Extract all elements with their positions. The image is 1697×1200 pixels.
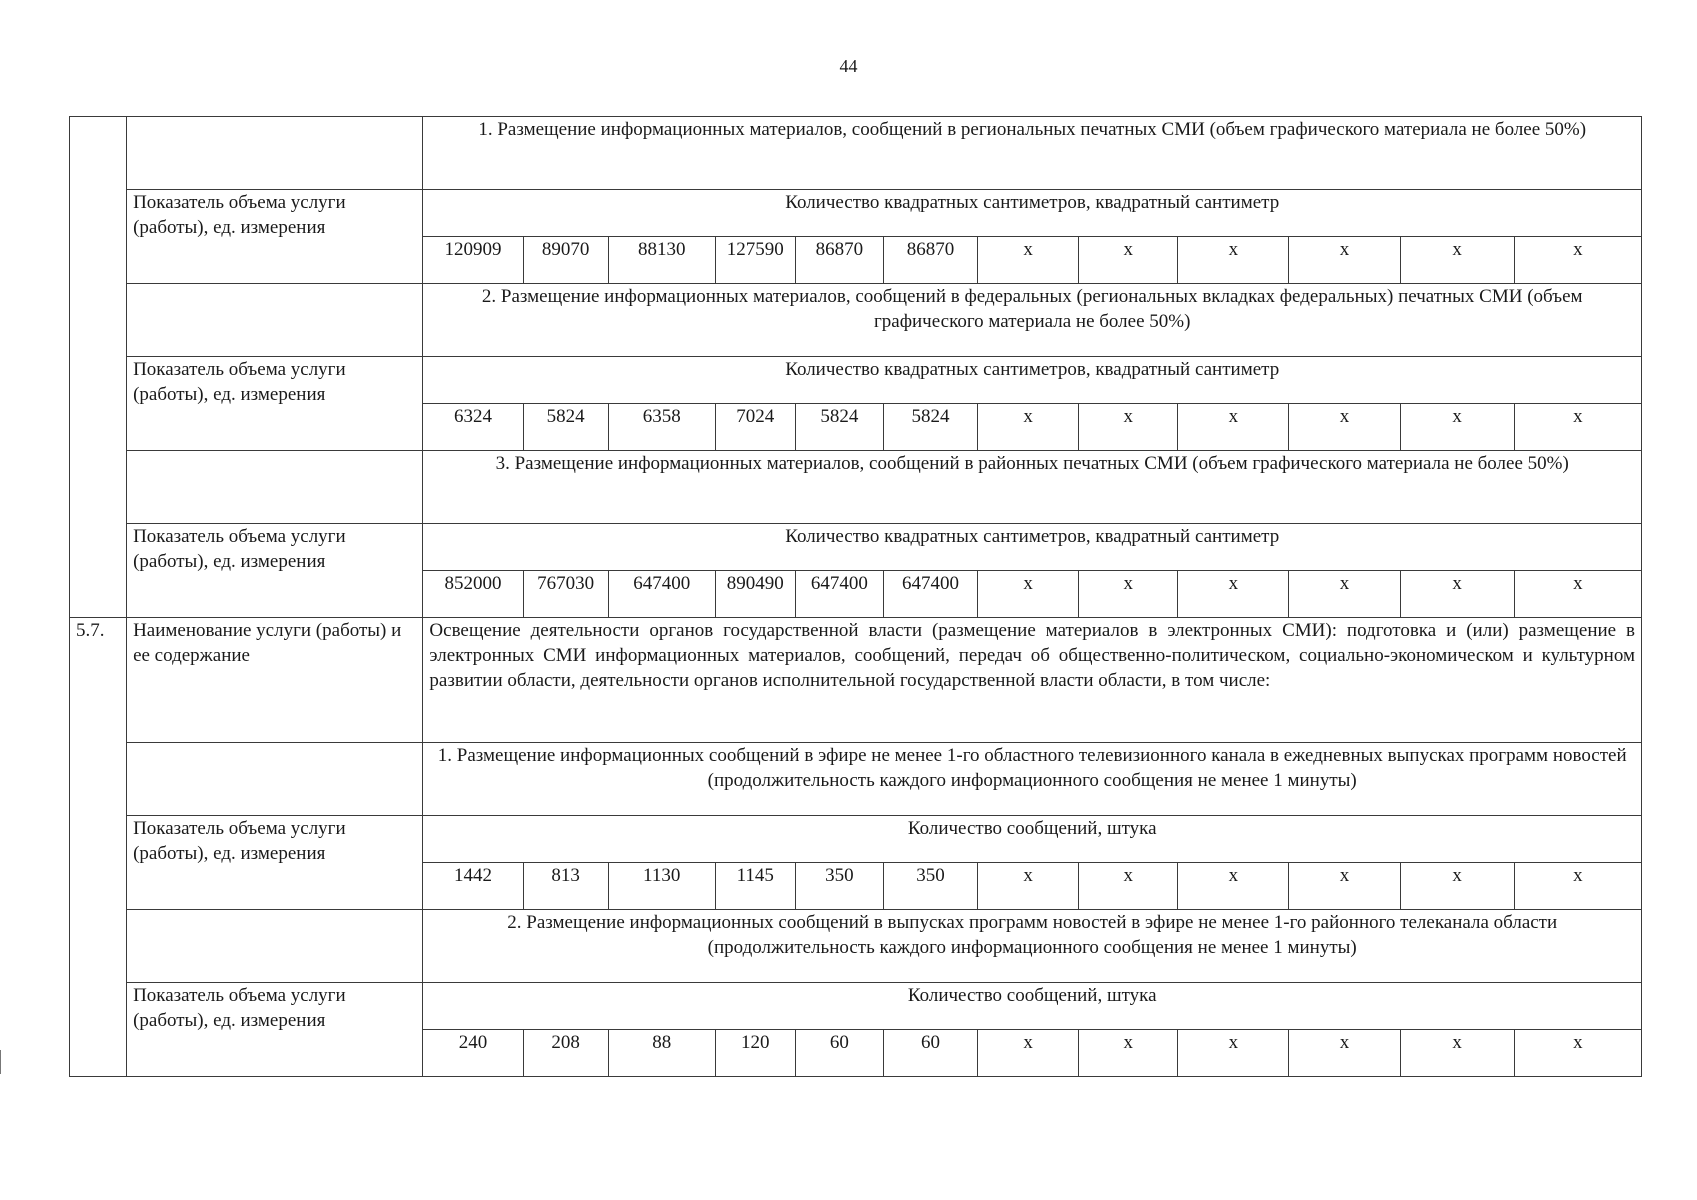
section-number-cell (70, 117, 127, 618)
value-cell: x (1289, 237, 1400, 284)
service-item-title: 1. Размещение информационных сообщений в эфире не менее 1-го областного телевизионного канала в ежедневных выпусках программ новостей (продолжительность каждого информационного сообщения не менее 1 минуты) (423, 743, 1642, 816)
value-cell: x (978, 863, 1079, 910)
value-cell: 86870 (795, 237, 883, 284)
table-row (70, 451, 1642, 524)
service-description: Освещение деятельности органов государственной власти (размещение материалов в электронных СМИ): подготовка и (или) размещение в электронных СМИ информационных материалов, сообщений, передач об общественно-политическом, социально-экономическом и культурном развитии области, деятельности органов исполнительной государственной власти области, в том числе: (423, 618, 1642, 743)
value-cell: 813 (523, 863, 608, 910)
table-row (70, 910, 1642, 983)
value-cell: x (1079, 404, 1178, 451)
table-row (70, 284, 1642, 357)
value-cell: 6358 (608, 404, 715, 451)
empty-label-cell (127, 284, 423, 357)
indicator-label: Показатель объема услуги (работы), ед. измерения (127, 524, 423, 618)
value-cell: 1130 (608, 863, 715, 910)
value-cell: x (1400, 571, 1514, 618)
value-cell: 60 (795, 1030, 883, 1077)
value-cell: x (1514, 863, 1641, 910)
unit-of-measure: Количество сообщений, штука (423, 816, 1642, 863)
value-cell: x (1289, 404, 1400, 451)
value-cell: x (1289, 863, 1400, 910)
page-number: 44 (839, 56, 858, 76)
value-cell: x (1514, 237, 1641, 284)
value-cell: x (1178, 404, 1289, 451)
value-cell: 127590 (715, 237, 795, 284)
table-row (70, 743, 1642, 816)
value-cell: 60 (883, 1030, 977, 1077)
value-cell: 350 (883, 863, 977, 910)
value-cell: x (1289, 1030, 1400, 1077)
value-cell: x (1079, 863, 1178, 910)
value-cell: x (978, 237, 1079, 284)
value-cell: x (978, 404, 1079, 451)
value-cell: 120 (715, 1030, 795, 1077)
unit-of-measure: Количество сообщений, штука (423, 983, 1642, 1030)
value-cell: 1145 (715, 863, 795, 910)
value-cell: x (1178, 571, 1289, 618)
indicator-label: Показатель объема услуги (работы), ед. измерения (127, 983, 423, 1077)
value-cell: x (1289, 571, 1400, 618)
empty-label-cell (127, 451, 423, 524)
unit-of-measure: Количество квадратных сантиметров, квадратный сантиметр (423, 357, 1642, 404)
value-cell: x (1514, 571, 1641, 618)
table-row (70, 357, 1642, 404)
value-cell: 88 (608, 1030, 715, 1077)
value-cell: 647400 (795, 571, 883, 618)
value-cell: x (1178, 1030, 1289, 1077)
value-cell: x (1079, 1030, 1178, 1077)
value-cell: 208 (523, 1030, 608, 1077)
service-item-title: 2. Размещение информационных материалов, сообщений в федеральных (региональных вкладках федеральных) печатных СМИ (объем графического материала не более 50%) (423, 284, 1642, 357)
indicator-label: Показатель объема услуги (работы), ед. измерения (127, 190, 423, 284)
table-row (70, 816, 1642, 863)
service-name-label: Наименование услуги (работы) и ее содержание (127, 618, 423, 743)
value-cell: 5824 (883, 404, 977, 451)
value-cell: x (1400, 1030, 1514, 1077)
value-cell: 890490 (715, 571, 795, 618)
value-cell: 5824 (523, 404, 608, 451)
value-cell: 7024 (715, 404, 795, 451)
value-cell: x (1178, 237, 1289, 284)
value-cell: 5824 (795, 404, 883, 451)
unit-of-measure: Количество квадратных сантиметров, квадратный сантиметр (423, 524, 1642, 571)
unit-of-measure: Количество квадратных сантиметров, квадратный сантиметр (423, 190, 1642, 237)
value-cell: 120909 (423, 237, 523, 284)
service-item-title: 2. Размещение информационных сообщений в выпусках программ новостей в эфире не менее 1-го районного телеканала области (продолжительность каждого информационного сообщения не менее 1 минуты) (423, 910, 1642, 983)
value-cell: x (1079, 571, 1178, 618)
value-cell: 240 (423, 1030, 523, 1077)
value-cell: x (1400, 237, 1514, 284)
empty-label-cell (127, 743, 423, 816)
value-cell: 350 (795, 863, 883, 910)
value-cell: x (1400, 404, 1514, 451)
services-table (69, 116, 1642, 1077)
indicator-label: Показатель объема услуги (работы), ед. измерения (127, 816, 423, 910)
value-cell: 1442 (423, 863, 523, 910)
empty-label-cell (127, 117, 423, 190)
value-cell: x (1178, 863, 1289, 910)
table-row (70, 117, 1642, 190)
value-cell: 86870 (883, 237, 977, 284)
value-cell: 767030 (523, 571, 608, 618)
value-cell: 6324 (423, 404, 523, 451)
value-cell: 852000 (423, 571, 523, 618)
table-row (70, 524, 1642, 571)
empty-label-cell (127, 910, 423, 983)
value-cell: x (978, 1030, 1079, 1077)
value-cell: x (1079, 237, 1178, 284)
service-item-title: 1. Размещение информационных материалов, сообщений в региональных печатных СМИ (объем графического материала не более 50%) (423, 117, 1642, 190)
indicator-label: Показатель объема услуги (работы), ед. измерения (127, 357, 423, 451)
value-cell: x (1514, 404, 1641, 451)
value-cell: 647400 (883, 571, 977, 618)
value-cell: x (1514, 1030, 1641, 1077)
value-cell: x (1400, 863, 1514, 910)
table-row (70, 983, 1642, 1030)
margin-scan-mark (0, 1050, 5, 1074)
value-cell: 647400 (608, 571, 715, 618)
value-cell: x (978, 571, 1079, 618)
service-item-title: 3. Размещение информационных материалов, сообщений в районных печатных СМИ (объем графического материала не более 50%) (423, 451, 1642, 524)
section-number: 5.7. (70, 618, 127, 1077)
table-row (70, 190, 1642, 237)
value-cell: 88130 (608, 237, 715, 284)
value-cell: 89070 (523, 237, 608, 284)
table-row (70, 618, 1642, 743)
